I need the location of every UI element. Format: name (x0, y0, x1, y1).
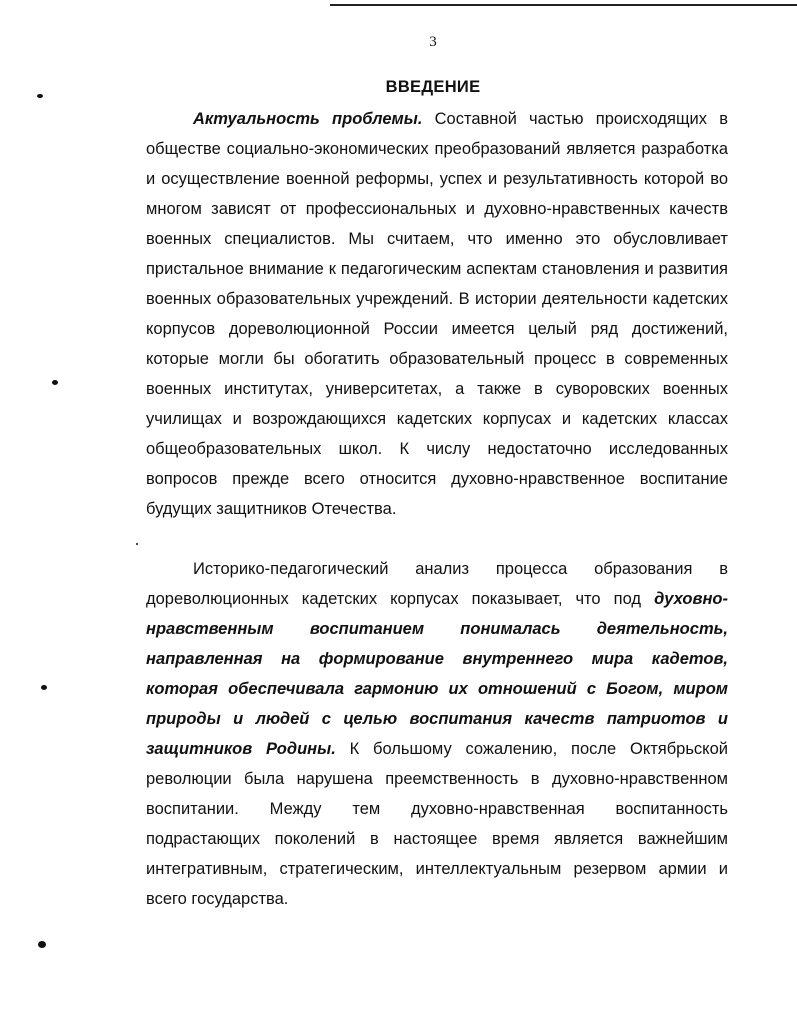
paragraph-analysis (146, 554, 728, 914)
relevance-body: Составной частью происходящих в обществе социально-экономических преобразований является разработка и осуществление военной реформы, успех и результативность которой во многом зависят от профессиональных и духовно-нравственных качеств военных специалистов. Мы считаем, что именно это обусловливает пристальное внимание к педагогическим аспектам становления и развития военных образовательных учреждений. В истории деятельности кадетских корпусов дореволюционной России имеется целый ряд достижений, которые могли бы обогатить образовательный процесс в современных военных институтах, университетах, а также в суворовских военных училищах и возрождающихся кадетских корпусах и кадетских классах общеобразовательных школ. К числу недостаточно исследованных вопросов прежде всего относится духовно-нравственное воспитание будущих защитников Отечества. (146, 110, 728, 518)
scan-speck (52, 380, 58, 385)
top-scan-rule (330, 4, 797, 6)
paragraph-relevance (146, 104, 728, 524)
scan-speck (38, 941, 46, 948)
scan-speck (41, 685, 47, 690)
relevance-lead: Актуальность проблемы. (193, 110, 423, 128)
analysis-intro: Историко-педагогический анализ процесса образования в дореволюционных кадетских корпусах показывает, что под (146, 560, 728, 608)
scan-speck (37, 94, 43, 98)
section-heading: ВВЕДЕНИЕ (385, 78, 481, 96)
scan-speck (136, 543, 138, 545)
definition-emphasis: духовно-нравственным воспитанием понималась деятельность, направленная на формирование внутреннего мира кадетов, которая обеспечивала гармонию их отношений с Богом, миром природы и людей с целью воспитания качеств патриотов и защитников Родины. (146, 590, 728, 758)
page-number: 3 (429, 34, 437, 50)
analysis-body: К большому сожалению, после Октябрьской революции была нарушена преемственность в духовно-нравственном воспитании. Между тем духовно-нравственная воспитанность подрастающих поколений в настоящее время является важнейшим интегративным, стратегическим, интеллектуальным резервом армии и всего государства. (146, 740, 728, 908)
